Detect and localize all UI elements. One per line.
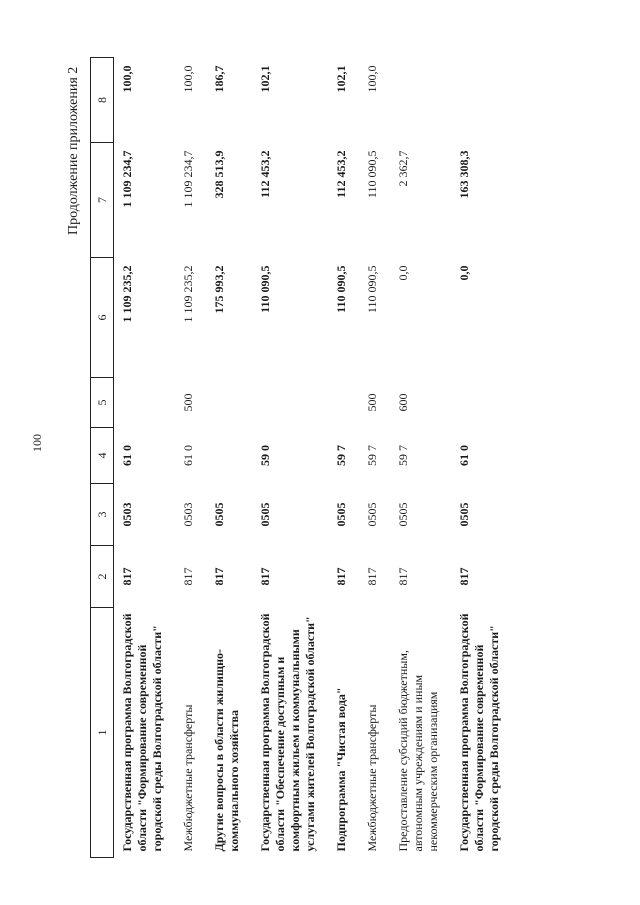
cell-expense-type: 500 [181, 393, 195, 412]
cell-executed: 112 453,2 [334, 150, 348, 198]
cell-executed: 328 513,9 [212, 150, 226, 199]
cell-percent: 100,0 [120, 65, 134, 93]
page-number: 100 [30, 434, 44, 452]
cell-expense-type [114, 378, 176, 428]
cell-target-code [206, 428, 252, 484]
cell-planned: 1 109 235,2 [181, 265, 195, 323]
cell-percent [451, 58, 512, 143]
row-name: Межбюджетные трансферты [365, 704, 379, 852]
cell-executed: 1 109 234,7 [120, 150, 134, 208]
cell-expense-type [328, 378, 359, 428]
cell-target-code: 61 0 [181, 445, 195, 466]
cell-section-code: 0505 [457, 502, 471, 527]
row-name: Государственная программа Волгоградской области "Формирование современной городской среды Волгоградской области" [120, 613, 164, 852]
cell-admin-code: 817 [334, 567, 348, 586]
cell-planned: 175 993,2 [212, 265, 226, 314]
cell-expense-type [451, 378, 512, 428]
cell-section-code: 0505 [258, 502, 272, 527]
continued-label: Продолжение приложения 2 [66, 66, 81, 235]
cell-executed: 112 453,2 [258, 150, 272, 198]
row-name: Предоставление субсидий бюджетным, автономным учреждениям и иным некоммерческим организациям [396, 650, 440, 852]
table-row [114, 58, 176, 858]
table-row [206, 58, 252, 858]
column-header: 6 [91, 258, 114, 378]
table-row [359, 58, 390, 858]
column-header: 1 [91, 608, 114, 858]
column-header: 3 [91, 484, 114, 546]
table-row [390, 58, 451, 858]
cell-percent: 100,0 [365, 65, 379, 93]
cell-planned: 0,0 [396, 265, 410, 281]
column-number-row [91, 58, 114, 858]
cell-section-code: 0505 [212, 502, 226, 527]
cell-admin-code: 817 [457, 567, 471, 586]
cell-planned: 110 090,5 [258, 265, 272, 313]
cell-executed: 2 362,7 [396, 150, 410, 187]
cell-percent: 186,7 [212, 65, 226, 93]
cell-target-code: 59 0 [258, 445, 272, 466]
row-name: Подпрограмма "Чистая вода" [334, 687, 348, 852]
cell-executed: 163 308,3 [457, 150, 471, 199]
row-name: Другие вопросы в области жилищно-коммунального хозяйства [212, 649, 241, 852]
row-name: Межбюджетные трансферты [181, 704, 195, 852]
cell-section-code: 0505 [396, 502, 410, 527]
table-row [175, 58, 206, 858]
cell-admin-code: 817 [365, 567, 379, 586]
cell-section-code: 0503 [120, 502, 134, 527]
cell-section-code: 0505 [365, 502, 379, 527]
column-header: 4 [91, 428, 114, 484]
cell-percent [390, 58, 451, 143]
table-row [451, 58, 512, 858]
column-header: 2 [91, 546, 114, 608]
cell-percent: 102,1 [258, 65, 272, 93]
cell-section-code: 0503 [181, 502, 195, 527]
cell-expense-type: 600 [396, 393, 410, 412]
column-header: 5 [91, 378, 114, 428]
budget-table-sheet [90, 58, 595, 858]
cell-admin-code: 817 [396, 567, 410, 586]
cell-executed: 1 109 234,7 [181, 150, 195, 208]
table-row [252, 58, 328, 858]
cell-admin-code: 817 [212, 567, 226, 586]
cell-executed: 110 090,5 [365, 150, 379, 199]
cell-planned: 0,0 [457, 265, 471, 281]
cell-percent: 100,0 [181, 65, 195, 93]
cell-target-code: 59 7 [334, 445, 348, 466]
cell-expense-type [252, 378, 328, 428]
cell-admin-code: 817 [181, 567, 195, 586]
row-name: Государственная программа Волгоградской области "Формирование современной городской среды Волгоградской области" [457, 613, 501, 852]
cell-planned: 110 090,5 [365, 265, 379, 314]
column-header: 8 [91, 58, 114, 143]
cell-expense-type [206, 378, 252, 428]
cell-admin-code: 817 [258, 567, 272, 586]
cell-target-code: 59 7 [365, 445, 379, 466]
cell-target-code: 59 7 [396, 445, 410, 466]
budget-table [90, 57, 512, 858]
cell-target-code: 61 0 [120, 445, 134, 466]
row-name: Государственная программа Волгоградской области "Обеспечение доступным и комфортным жильем и коммунальными услугами жителей Волгоградской области" [258, 613, 317, 852]
cell-expense-type: 500 [365, 393, 379, 412]
cell-planned: 110 090,5 [334, 265, 348, 313]
cell-section-code: 0505 [334, 502, 348, 527]
column-header: 7 [91, 143, 114, 258]
cell-percent: 102,1 [334, 65, 348, 93]
cell-planned: 1 109 235,2 [120, 265, 134, 323]
table-row [328, 58, 359, 858]
cell-admin-code: 817 [120, 567, 134, 586]
cell-target-code: 61 0 [457, 445, 471, 466]
